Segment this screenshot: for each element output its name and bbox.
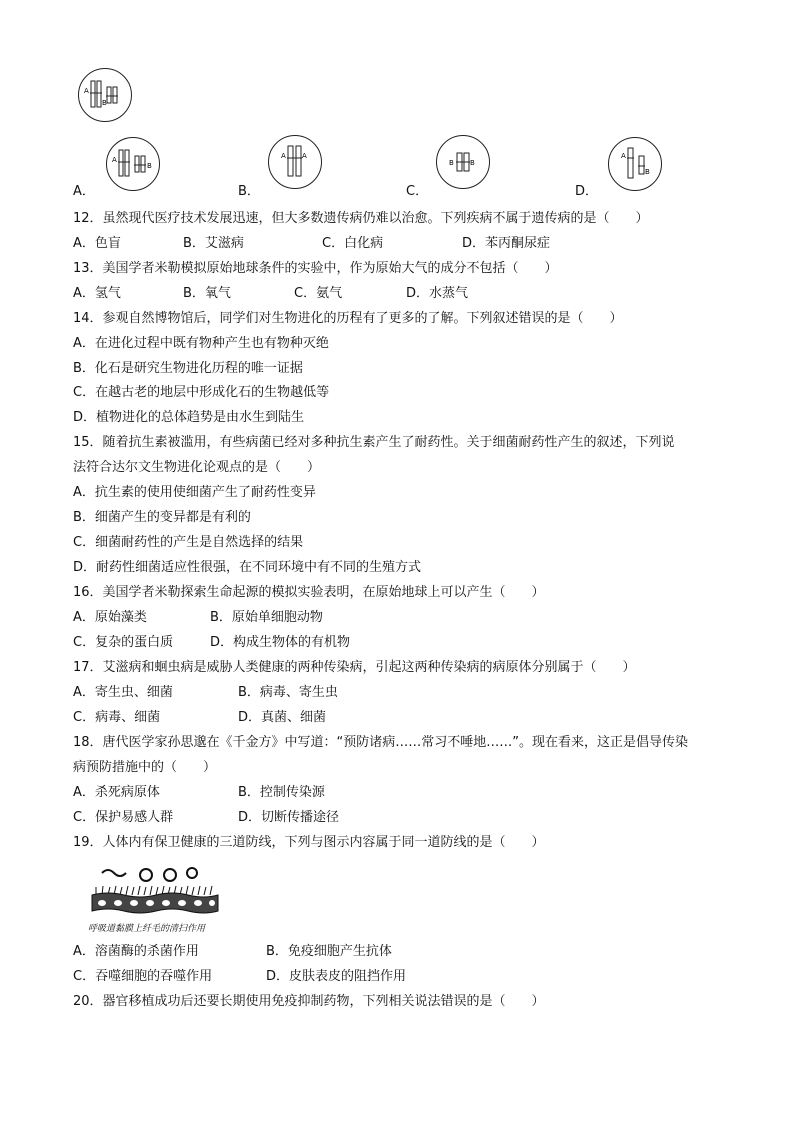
chromosome-diagram [609, 138, 661, 190]
q17-stem: 17．艾滋病和蛔虫病是威胁人类健康的两种传染病，引起这两种传染病的病原体分别属于（ ） [73, 660, 636, 675]
svg-text:B: B [470, 159, 475, 167]
q12-option-d: D．苯丙酮尿症 [462, 236, 551, 251]
q17-option-b: B．病毒、寄生虫 [238, 685, 338, 700]
q18-option-c: C．保护易感人群 [73, 810, 174, 825]
figure-caption: 呼吸道黏膜上纤毛的清扫作用 [88, 924, 206, 934]
q14-option-c: C．在越古老的地层中形成化石的生物越低等 [73, 385, 330, 400]
q15-option-a: A．抗生素的使用使细菌产生了耐药性变异 [73, 485, 316, 500]
q12-option-a: A．色盲 [73, 236, 121, 251]
q14-option-d: D．植物进化的总体趋势是由水生到陆生 [73, 410, 305, 425]
respiratory-cilia-figure [88, 865, 228, 935]
q15-option-d: D．耐药性细菌适应性很强，在不同环境中有不同的生殖方式 [73, 560, 422, 575]
q12-option-b: B．艾滋病 [183, 236, 244, 251]
q16-option-a: A．原始藻类 [73, 610, 147, 625]
q18-option-b: B．控制传染源 [238, 785, 325, 800]
chromosome-diagram [107, 138, 159, 190]
q15-option-c: C．细菌耐药性的产生是自然选择的结果 [73, 535, 304, 550]
q11-choice-a-cell [106, 137, 160, 191]
svg-text:A: A [84, 87, 89, 95]
chromosome-diagram [269, 136, 321, 188]
q19-option-c: C．吞噬细胞的吞噬作用 [73, 969, 213, 984]
q16-option-d: D．构成生物体的有机物 [210, 635, 351, 650]
q20-stem: 20．器官移植成功后还要长期使用免疫抑制药物，下列相关说法错误的是（ ） [73, 994, 545, 1009]
svg-text:B: B [449, 159, 454, 167]
q13-option-d: D．水蒸气 [406, 286, 469, 301]
svg-text:A: A [281, 152, 286, 160]
q19-option-d: D．皮肤表皮的阻挡作用 [266, 969, 407, 984]
svg-text:A: A [302, 152, 307, 160]
q17-option-c: C．病毒、细菌 [73, 710, 161, 725]
q13-option-a: A．氢气 [73, 286, 121, 301]
q11-choice-b-cell [268, 135, 322, 189]
q14-stem: 14．参观自然博物馆后，同学们对生物进化的历程有了更多的了解。下列叙述错误的是（ ） [73, 311, 623, 326]
q13-option-b: B．氧气 [183, 286, 231, 301]
q12-option-c: C．白化病 [322, 236, 384, 251]
q19-option-a: A．溶菌酶的杀菌作用 [73, 944, 199, 959]
q11-question-cell [78, 68, 132, 122]
q11-choice-c-label: C． [406, 184, 429, 199]
q16-stem: 16．美国学者米勒探索生命起源的模拟实验表明，在原始地球上可以产生（ ） [73, 585, 545, 600]
q16-option-c: C．复杂的蛋白质 [73, 635, 174, 650]
svg-text:A: A [112, 156, 117, 164]
q15-option-b: B．细菌产生的变异都是有利的 [73, 510, 251, 525]
q17-option-d: D．真菌、细菌 [238, 710, 327, 725]
q15-stem-line2: 法符合达尔文生物进化论观点的是（ ） [73, 460, 321, 475]
svg-text:B: B [645, 168, 650, 176]
q19-option-b: B．免疫细胞产生抗体 [266, 944, 392, 959]
q11-choice-a-label: A． [73, 184, 95, 199]
q12-stem: 12．虽然现代医疗技术发展迅速，但大多数遗传病仍难以治愈。下列疾病不属于遗传病的是（ ） [73, 211, 649, 226]
svg-text:A: A [621, 152, 626, 160]
q17-option-a: A．寄生虫、细菌 [73, 685, 173, 700]
chromosome-diagram [79, 69, 131, 121]
q15-stem-line1: 15．随着抗生素被滥用，有些病菌已经对多种抗生素产生了耐药性。关于细菌耐药性产生的叙述，下列说 [73, 435, 675, 450]
q16-option-b: B．原始单细胞动物 [210, 610, 323, 625]
q14-option-a: A．在进化过程中既有物种产生也有物种灭绝 [73, 336, 329, 351]
q14-option-b: B．化石是研究生物进化历程的唯一证据 [73, 361, 303, 376]
q11-choice-d-label: D． [575, 184, 599, 199]
svg-text:B: B [102, 99, 107, 107]
q18-option-a: A．杀死病原体 [73, 785, 160, 800]
q18-option-d: D．切断传播途径 [238, 810, 340, 825]
q19-stem: 19．人体内有保卫健康的三道防线，下列与图示内容属于同一道防线的是（ ） [73, 835, 545, 850]
q11-choice-b-label: B． [238, 184, 260, 199]
q13-stem: 13．美国学者米勒模拟原始地球条件的实验中，作为原始大气的成分不包括（ ） [73, 261, 558, 276]
svg-text:B: B [147, 162, 152, 170]
q18-stem-line1: 18．唐代医学家孙思邈在《千金方》中写道：“预防诸病……常习不唾地……”。现在看来，这正是倡导传染 [73, 735, 689, 750]
q13-option-c: C．氨气 [294, 286, 343, 301]
q11-choice-c-cell [436, 135, 490, 189]
q18-stem-line2: 病预防措施中的（ ） [73, 760, 217, 775]
chromosome-diagram [437, 136, 489, 188]
q11-choice-d-cell [608, 137, 662, 191]
